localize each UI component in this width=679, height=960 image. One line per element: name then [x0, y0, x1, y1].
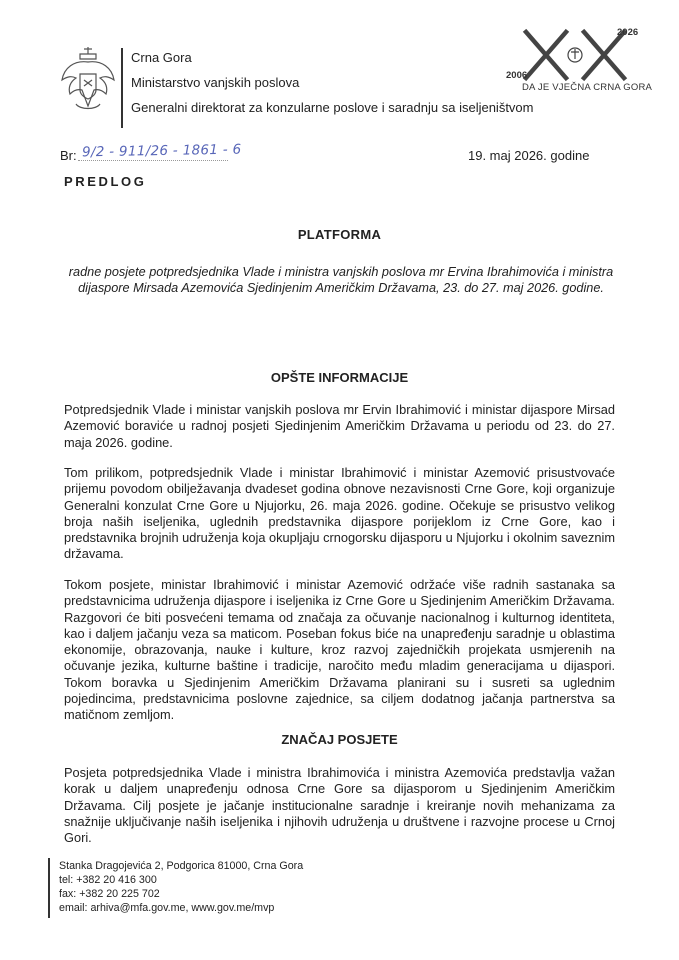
footer-fax: fax: +382 20 225 702 — [59, 888, 160, 900]
header-directorate: Generalni direktorat za konzularne poslove i saradnju sa iseljeništvom — [131, 100, 534, 115]
footer-email-link[interactable]: email: arhiva@mfa.gov.me, www.gov.me/mvp — [59, 902, 275, 914]
reference-dotted-line — [78, 160, 228, 161]
coat-of-arms-icon — [58, 46, 118, 118]
logo-slogan: DA JE VJEČNA CRNA GORA — [522, 82, 653, 93]
header-ministry: Ministarstvo vanjskih poslova — [131, 75, 300, 90]
paragraph: Posjeta potpredsjednika Vlade i ministra Ibrahimovića i ministra Azemovića predstavlja važan korak u daljem unapređenju odnosa Crne Gore sa dijasporom u Sjedinjenim Američkim Državama. Cilj posjete je jačanje institucionalne saradnje i kreiranje novih mehanizama za snažnije uključivanje naših iseljenika i njihovih udruženja u društvene i razvojne procese u Crnoj Gori. — [64, 765, 615, 846]
reference-number-handwritten: 9/2 - 911/26 - 1861 - 6 — [81, 141, 242, 161]
logo-year-end: 2026 — [617, 27, 639, 38]
paragraph: Tokom posjete, ministar Ibrahimović i ministar Azemović održaće više radnih sastanaka sa predstavnicima udruženja dijaspore i iseljenika iz Crne Gore u Sjedinjenim Američkim Državama. Razgovori će biti posvećeni temama od značaja za očuvanje nacionalnog i kulturnog identiteta, kao i daljem jačanju veza sa maticom. Poseban fokus biće na unapređenju saradnje u oblastima ekonomije, obrazovanja, nauke i kulture, kroz razvoj zajedničkih projekata usmjerenih na očuvanje jezika, kulturne baštine i tradicije, naročito među mladim generacijama u dijaspori. Tokom boravka u Sjedinjenim Američkim Državama planirani su i susreti sa uglednim pojedincima, predstavnicima poslovne zajednice, sa ciljem dodatnog jačanja partnerstva sa matičnom zemljom. — [64, 577, 615, 723]
section-heading-general: OPŠTE INFORMACIJE — [270, 370, 409, 385]
paragraph: Tom prilikom, potpredsjednik Vlade i ministar Ibrahimović i ministar Azemović prisustvovaće prijemu povodom obilježavanja dvadeset godina obnove nezavisnosti Crne Gore, koji organizuje Generalni konzulat Crne Gore u Njujorku, 26. maja 2026. godine. Očekuje se prisustvo velikog broja naših iseljenika, uglednih predstavnika dijaspore porijeklom iz Crne Gore, kao i predstavnika brojnih udruženja koja okupljaju crnogorsku dijasporu u Njujorku i okolnim saveznim državama. — [64, 465, 615, 562]
header-country: Crna Gora — [131, 50, 192, 65]
footer-phone: tel: +382 20 416 300 — [59, 874, 157, 886]
document-subtitle: radne posjete potpredsjednika Vlade i ministra vanjskih poslova mr Ervina Ibrahimovića i ministra dijaspore Mirsada Azemovića Sjedinjenim Američkim Državama, 23. do 27. maj 2026. godine. — [68, 265, 614, 295]
document-type: PREDLOG — [64, 174, 147, 189]
document-title: PLATFORMA — [297, 227, 382, 242]
footer-divider — [48, 858, 50, 918]
document-date: 19. maj 2026. godine — [468, 148, 590, 163]
paragraph: Potpredsjednik Vlade i ministar vanjskih poslova mr Ervin Ibrahimović i ministar dijaspore Mirsad Azemović boraviće u radnoj posjeti Sjedinjenim Američkim Državama u periodu od 23. do 27. maja 2026. godine. — [64, 402, 615, 450]
logo-year-start: 2006 — [506, 70, 528, 81]
reference-label: Br: — [60, 148, 77, 163]
footer-address: Stanka Dragojevića 2, Podgorica 81000, Crna Gora — [59, 860, 304, 872]
header-divider — [121, 48, 123, 128]
section-heading-significance: ZNAČAJ POSJETE — [281, 732, 398, 747]
